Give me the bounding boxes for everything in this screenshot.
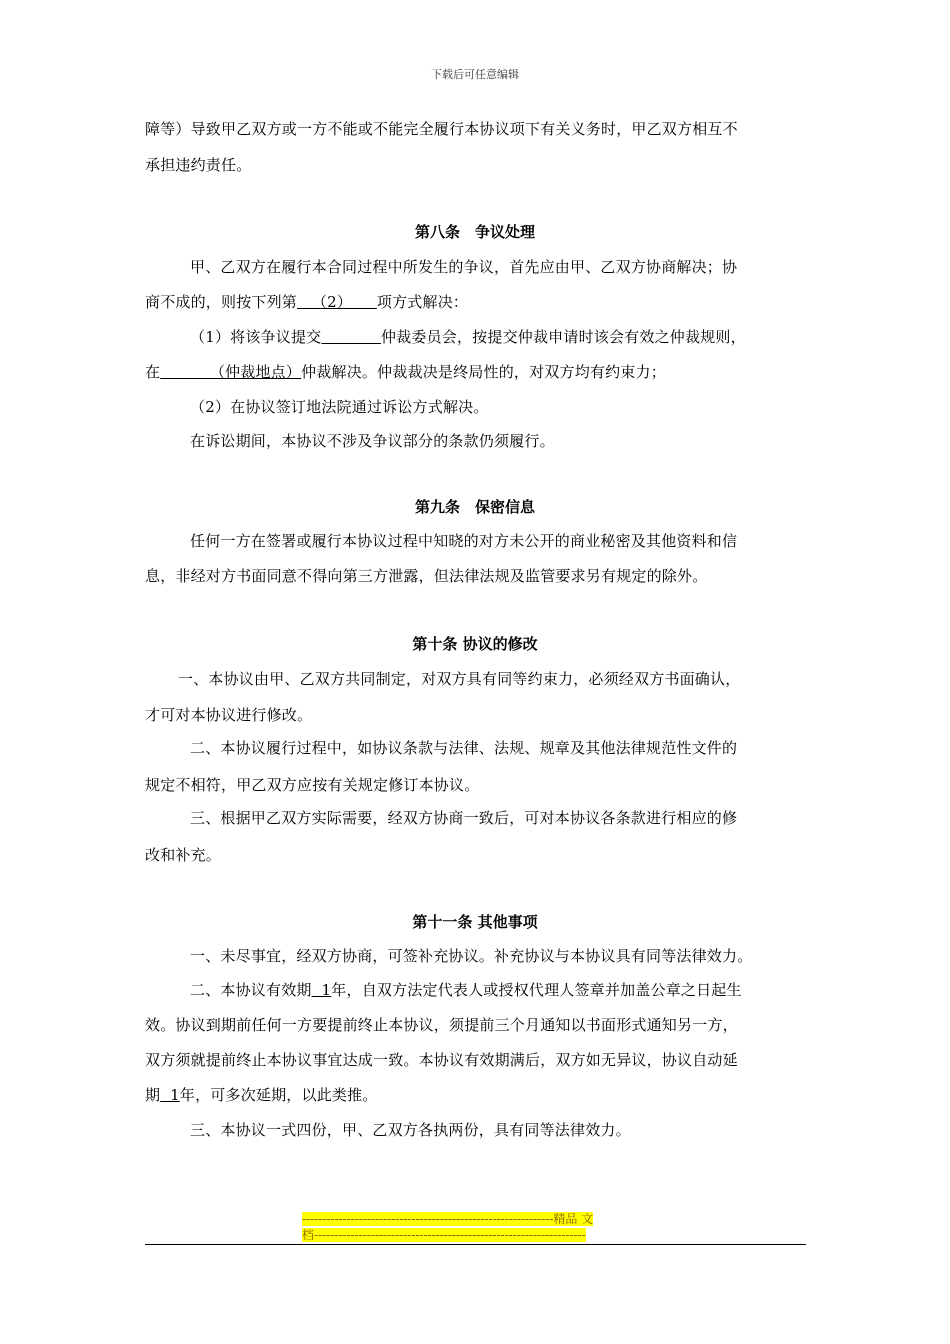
paragraph-line: 甲、乙双方在履行本合同过程中所发生的争议，首先应由甲、乙双方协商解决；协 bbox=[190, 258, 738, 276]
paragraph-line: 承担违约责任。 bbox=[145, 156, 252, 174]
blank-choice: （2） bbox=[297, 293, 377, 311]
paragraph-line: 任何一方在签署或履行本协议过程中知晓的对方未公开的商业秘密及其他资料和信 bbox=[190, 532, 738, 550]
paragraph-line: 双方须就提前终止本协议事宜达成一致。本协议有效期满后，双方如无异议，协议自动延 bbox=[145, 1051, 738, 1069]
section-title-9: 第九条 保密信息 bbox=[414, 498, 535, 516]
text-run: 年，自双方法定代表人或授权代理人签章并加盖公章之日起生 bbox=[331, 981, 742, 999]
paragraph-line: 在诉讼期间，本协议不涉及争议部分的条款仍须履行。 bbox=[190, 432, 555, 450]
text-run: 项方式解决： bbox=[376, 293, 469, 311]
section-title-10: 第十条 协议的修改 bbox=[412, 635, 538, 653]
paragraph-line: 息，非经对方书面同意不得向第三方泄露，但法律法规及监管要求另有规定的除外。 bbox=[145, 567, 708, 585]
footer-divider bbox=[145, 1244, 806, 1245]
paragraph-line: 才可对本协议进行修改。 bbox=[145, 706, 313, 724]
footer-watermark-line-1 bbox=[302, 1211, 593, 1227]
blank-arbitration-place: （仲裁地点） bbox=[160, 363, 302, 381]
paragraph-line: 二、本协议履行过程中，如协议条款与法律、法规、规章及其他法律规范性文件的 bbox=[190, 739, 738, 757]
paragraph-line: 规定不相符，甲乙双方应按有关规定修订本协议。 bbox=[145, 776, 480, 794]
paragraph-line bbox=[145, 362, 666, 382]
footer-watermark-line-2 bbox=[302, 1227, 586, 1243]
text-run: 期 bbox=[145, 1086, 161, 1104]
paragraph-line bbox=[145, 292, 468, 312]
text-run: 二、本协议有效期 bbox=[190, 981, 312, 999]
paragraph-line bbox=[145, 1085, 378, 1105]
text-run: 仲裁解决。仲裁裁决是终局性的，对双方均有约束力； bbox=[301, 363, 666, 381]
paragraph-line: 三、根据甲乙双方实际需要，经双方协商一致后，可对本协议各条款进行相应的修 bbox=[190, 809, 738, 827]
paragraph-line: 效。协议到期前任何一方要提前终止本协议，须提前三个月通知以书面形式通知另一方， bbox=[145, 1016, 738, 1034]
text-run: 在 bbox=[145, 363, 161, 381]
blank-extension-years: 1 bbox=[160, 1086, 180, 1104]
paragraph-line: 一、本协议由甲、乙双方共同制定，对双方具有同等约束力，必须经双方书面确认， bbox=[178, 670, 741, 688]
text-run: 商不成的，则按下列第 bbox=[145, 293, 298, 311]
blank-term-years: 1 bbox=[311, 981, 332, 999]
blank-arbitration-commission bbox=[321, 328, 381, 346]
paragraph-line: （2）在协议签订地法院通过诉讼方式解决。 bbox=[190, 398, 489, 416]
paragraph-line: 障等）导致甲乙双方或一方不能或不能完全履行本协议项下有关义务时，甲乙双方相互不 bbox=[145, 120, 738, 138]
footer-text: --------------------------------------------------------------精品 文 bbox=[302, 1212, 594, 1226]
text-run: （1）将该争议提交 bbox=[190, 328, 322, 346]
paragraph-line: 改和补充。 bbox=[145, 846, 222, 864]
paragraph-line: 三、本协议一式四份，甲、乙双方各执两份，具有同等法律效力。 bbox=[190, 1121, 631, 1139]
footer-text: 档------------------------------------------------------------------- bbox=[302, 1228, 586, 1242]
section-title-8: 第八条 争议处理 bbox=[414, 223, 535, 241]
text-run: 年，可多次延期，以此类推。 bbox=[179, 1086, 378, 1104]
paragraph-line: 一、未尽事宜，经双方协商，可签补充协议。补充协议与本协议具有同等法律效力。 bbox=[190, 947, 753, 965]
paragraph-line bbox=[190, 980, 742, 1000]
paragraph-line bbox=[190, 327, 746, 347]
section-title-11: 第十一条 其他事项 bbox=[412, 913, 538, 931]
page-header: 下载后可任意编辑 bbox=[431, 68, 519, 81]
text-run: 仲裁委员会，按提交仲裁申请时该会有效之仲裁规则， bbox=[380, 328, 746, 346]
